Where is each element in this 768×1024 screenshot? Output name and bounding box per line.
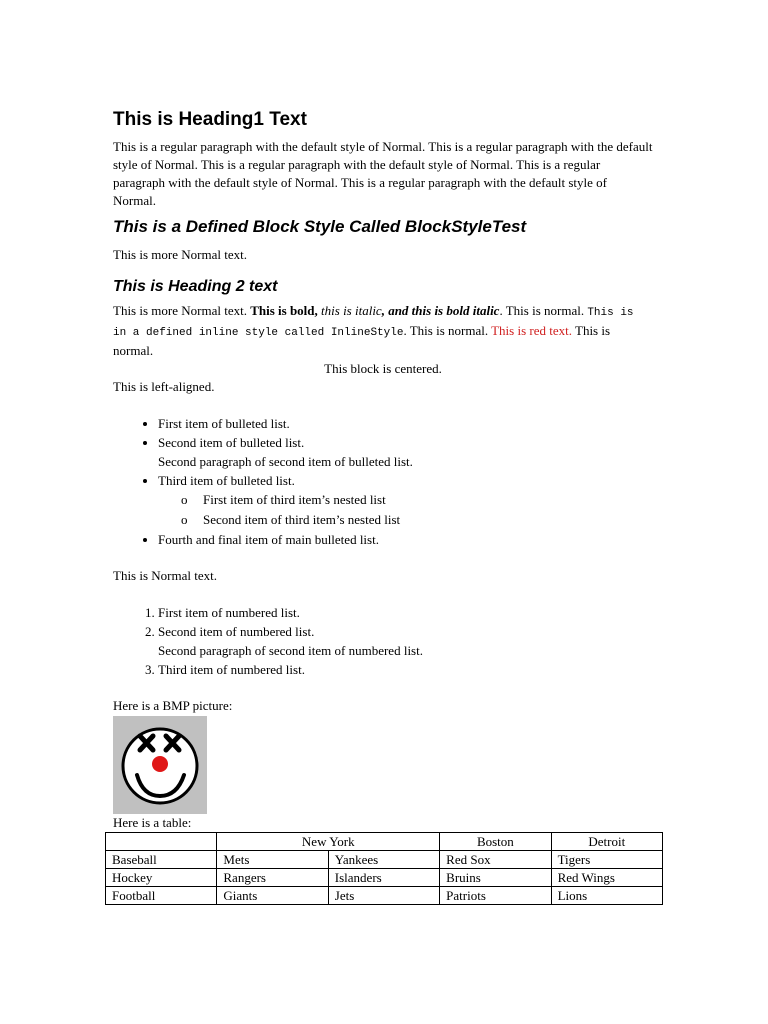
list-item — [158, 433, 653, 471]
italic-text: this is italic — [317, 303, 382, 318]
document-page — [113, 108, 653, 905]
table-cell: Football — [106, 887, 217, 905]
list-item-text: First item of bulleted list. — [158, 416, 290, 431]
plain-text: This is more Normal text. — [113, 303, 251, 318]
nested-item-text: First item of third item’s nested list — [203, 492, 386, 507]
circle-bullet-icon: o — [181, 492, 188, 507]
plain-text: . This is normal. — [499, 303, 588, 318]
plain-text: . This is normal. — [403, 323, 492, 338]
centered-block: This block is centered. — [324, 361, 442, 376]
table-cell: Lions — [551, 887, 662, 905]
list-item — [158, 471, 653, 530]
nested-list — [158, 490, 653, 530]
red-text: This is red text. — [491, 323, 572, 338]
clown-face-icon — [113, 716, 207, 814]
list-item — [158, 414, 653, 433]
list-item-text: Third item of numbered list. — [158, 662, 305, 677]
list-item — [158, 530, 653, 549]
list-item-text: Second item of bulleted list. — [158, 435, 305, 450]
list-item — [158, 603, 653, 622]
table-header-cell: Detroit — [551, 833, 662, 851]
list-item-text: First item of numbered list. — [158, 605, 300, 620]
normal-paragraph: This is a regular paragraph with the default style of Normal. This is a regular paragraph with the default style of Normal. This is a regular paragraph with the default style of Normal. This is a regular paragraph with the default style of Normal. This is a regular paragraph with the default style of Normal. — [113, 139, 653, 208]
list-item — [158, 622, 653, 660]
teams-table — [105, 832, 663, 905]
table-cell: Islanders — [328, 869, 439, 887]
list-item-text: Fourth and final item of main bulleted list. — [158, 532, 379, 547]
bulleted-list — [113, 414, 653, 549]
block-style-heading: This is a Defined Block Style Called BlockStyleTest — [113, 217, 527, 236]
bold-text: This is bold, — [250, 303, 318, 318]
table-cell: Giants — [217, 887, 328, 905]
list-item-paragraph: Second paragraph of second item of bulleted list. — [158, 454, 413, 469]
plain-text: This is normal. — [113, 323, 611, 358]
table-label: Here is a table: — [113, 815, 192, 830]
table-row — [106, 887, 663, 905]
table-cell: Patriots — [440, 887, 551, 905]
table-row — [106, 869, 663, 887]
nested-item-text: Second item of third item’s nested list — [203, 512, 401, 527]
table-row — [106, 851, 663, 869]
table-header-cell: Boston — [440, 833, 551, 851]
mixed-style-paragraph — [113, 302, 653, 360]
list-item-paragraph: Second paragraph of second item of numbered list. — [158, 643, 423, 658]
table-cell: Red Sox — [440, 851, 551, 869]
table-cell: Yankees — [328, 851, 439, 869]
table-cell: Tigers — [551, 851, 662, 869]
table-cell: Bruins — [440, 869, 551, 887]
heading-2: This is Heading 2 text — [113, 278, 278, 295]
circle-bullet-icon: o — [181, 512, 188, 527]
list-item-text: Third item of bulleted list. — [158, 473, 295, 488]
list-item-text: Second item of numbered list. — [158, 624, 315, 639]
table-cell: Red Wings — [551, 869, 662, 887]
bmp-label: Here is a BMP picture: — [113, 698, 233, 713]
table-cell: Baseball — [106, 851, 217, 869]
left-aligned-text: This is left-aligned. — [113, 379, 215, 394]
nested-list-item — [181, 510, 653, 530]
inline-style-text: This is in a defined inline style called InlineStyle — [113, 307, 634, 339]
table-cell: Jets — [328, 887, 439, 905]
table-header-cell — [106, 833, 217, 851]
more-normal-text: This is more Normal text. — [113, 247, 247, 262]
table-cell: Hockey — [106, 869, 217, 887]
table-header-row — [106, 833, 663, 851]
table-header-cell: New York — [217, 833, 440, 851]
heading-1: This is Heading1 Text — [113, 109, 307, 130]
numbered-list — [113, 603, 653, 679]
bold-italic-text: , and this is bold italic — [381, 303, 500, 318]
nested-list-item — [181, 490, 653, 510]
table-cell: Rangers — [217, 869, 328, 887]
table-cell: Mets — [217, 851, 328, 869]
list-item — [158, 660, 653, 679]
normal-text: This is Normal text. — [113, 568, 217, 583]
